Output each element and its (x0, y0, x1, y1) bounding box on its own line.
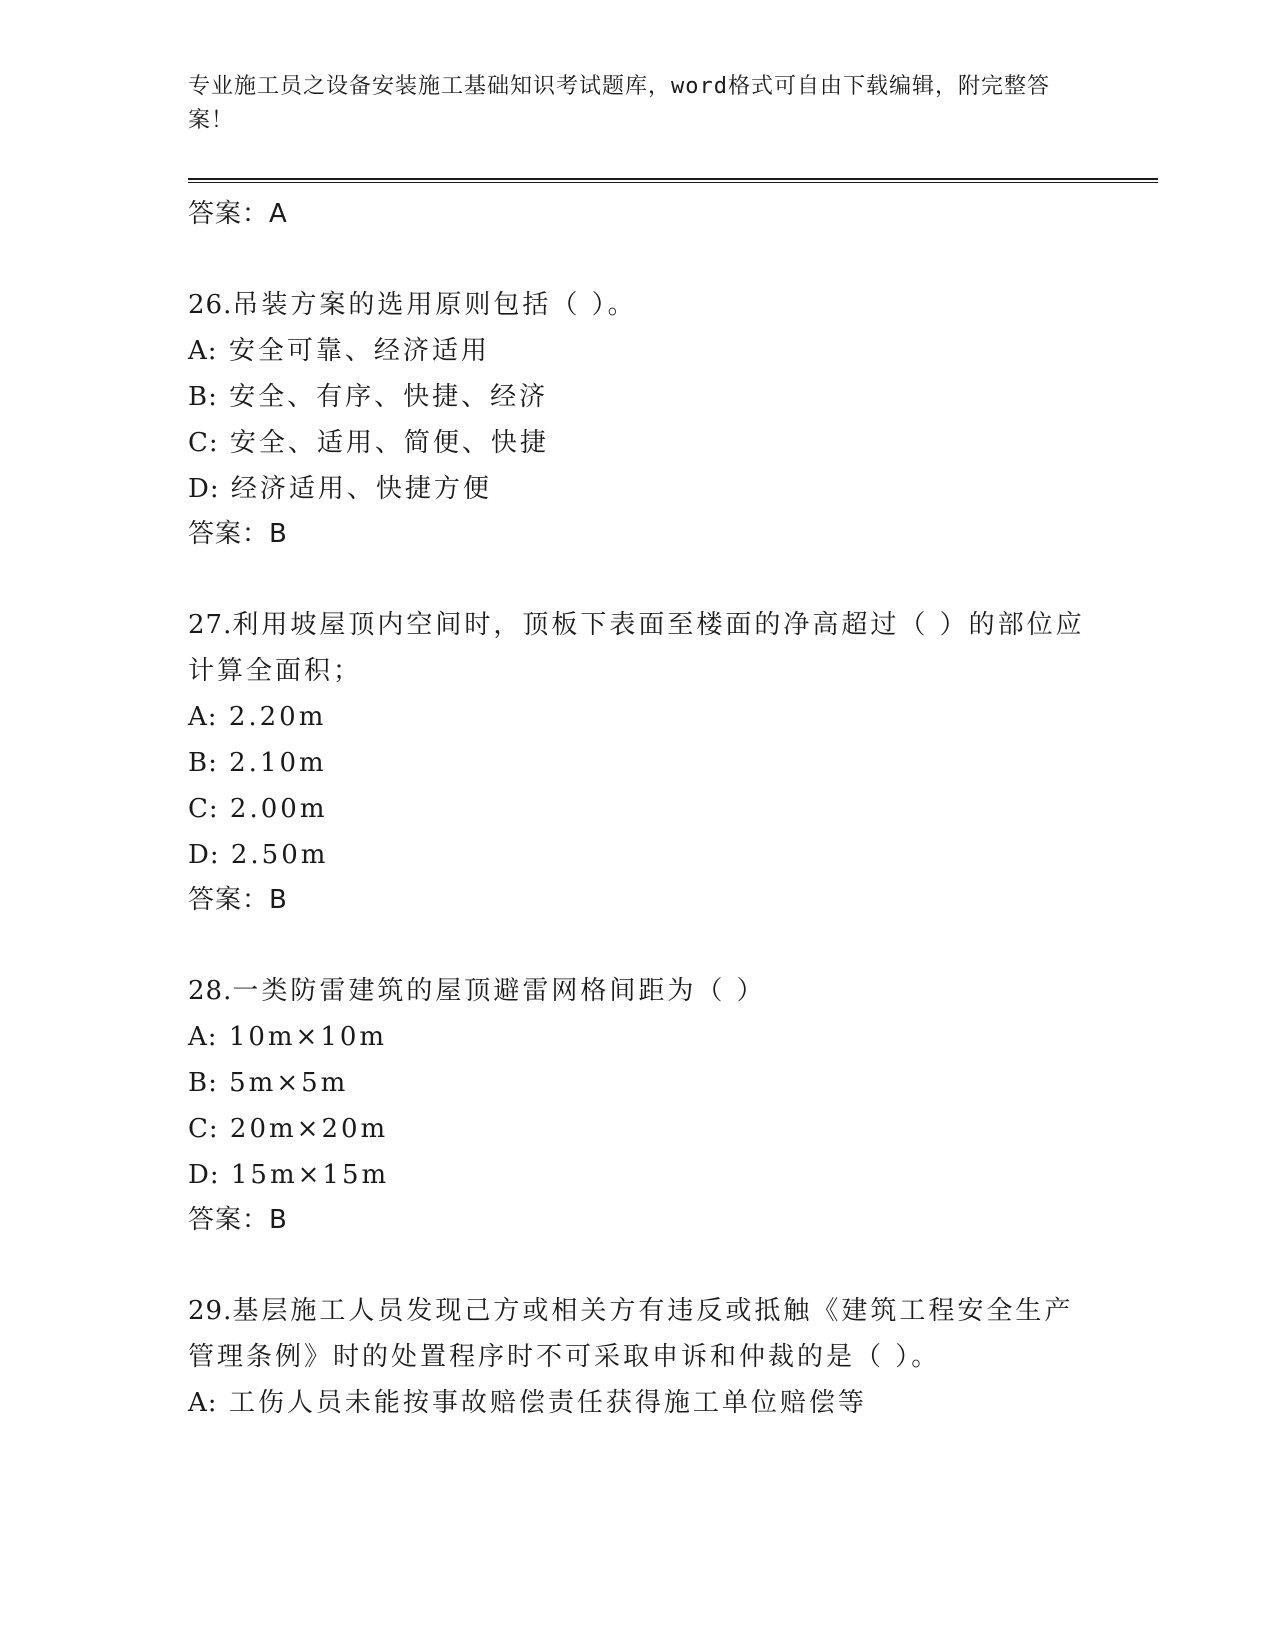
document-header: 专业施工员之设备安装施工基础知识考试题库，word格式可自由下载编辑，附完整答案！ (188, 74, 1050, 133)
answer-line: 答案：B (188, 885, 288, 915)
question-list (188, 192, 1088, 1472)
option-text: 2.20m (228, 702, 327, 732)
question-28 (188, 968, 1088, 1242)
answer-line: 答案：B (188, 1205, 288, 1235)
option-text: 2.50m (230, 840, 329, 870)
answer-line: 答案：A (188, 199, 288, 229)
option-letter: A: (188, 1022, 218, 1052)
question-stem (188, 282, 1088, 328)
question-29 (188, 1288, 1088, 1426)
option-text: 经济适用、快捷方便 (230, 474, 492, 504)
option-letter: D: (188, 840, 220, 870)
question-text: 吊装方案的选用原则包括（ ）。 (232, 290, 637, 320)
option-text: 2.10m (229, 748, 327, 778)
option-text: 10m×10m (228, 1022, 388, 1052)
option-b (188, 1060, 1088, 1106)
option-d (188, 466, 1088, 512)
question-number: 28. (188, 976, 233, 1006)
question-number: 27. (188, 610, 233, 640)
option-letter: D: (188, 1160, 220, 1190)
option-c (188, 1106, 1088, 1152)
option-text: 5m×5m (229, 1068, 349, 1098)
option-letter: A: (188, 1388, 218, 1418)
option-letter: D: (188, 474, 220, 504)
question-27 (188, 602, 1088, 922)
option-a (188, 1014, 1088, 1060)
option-b (188, 374, 1088, 420)
option-letter: B: (188, 382, 218, 412)
option-c (188, 786, 1088, 832)
question-text: 一类防雷建筑的屋顶避雷网格间距为（ ） (232, 976, 766, 1006)
option-d (188, 1152, 1088, 1198)
option-letter: A: (188, 336, 218, 366)
option-letter: B: (188, 748, 218, 778)
option-text: 安全、适用、简便、快捷 (229, 428, 549, 458)
question-stem (188, 602, 1088, 694)
option-letter: A: (188, 702, 218, 732)
option-a (188, 328, 1088, 374)
option-text: 15m×15m (230, 1160, 390, 1190)
option-c (188, 420, 1088, 466)
option-text: 20m×20m (229, 1114, 389, 1144)
option-letter: C: (188, 428, 219, 458)
header-divider (188, 178, 1158, 183)
option-text: 工伤人员未能按事故赔偿责任获得施工单位赔偿等 (228, 1388, 867, 1418)
question-number: 26. (188, 290, 233, 320)
option-text: 安全、有序、快捷、经济 (229, 382, 549, 412)
option-letter: C: (188, 1114, 219, 1144)
question-26 (188, 282, 1088, 556)
question-number: 29. (188, 1296, 233, 1326)
answer-line: 答案：B (188, 519, 288, 549)
question-text: 利用坡屋顶内空间时，顶板下表面至楼面的净高超过（ ）的部位应计算全面积； (188, 610, 1085, 686)
question-text: 基层施工人员发现己方或相关方有违反或抵触《建筑工程安全生产管理条例》时的处置程序时不可采取申诉和仲裁的是（ ）。 (188, 1296, 1074, 1372)
option-text: 2.00m (229, 794, 328, 824)
question-stem (188, 1288, 1088, 1380)
option-d (188, 832, 1088, 878)
option-a (188, 1380, 1088, 1426)
option-letter: B: (188, 1068, 218, 1098)
question-stem (188, 968, 1088, 1014)
option-b (188, 740, 1088, 786)
option-text: 安全可靠、经济适用 (228, 336, 490, 366)
option-a (188, 694, 1088, 740)
option-letter: C: (188, 794, 219, 824)
